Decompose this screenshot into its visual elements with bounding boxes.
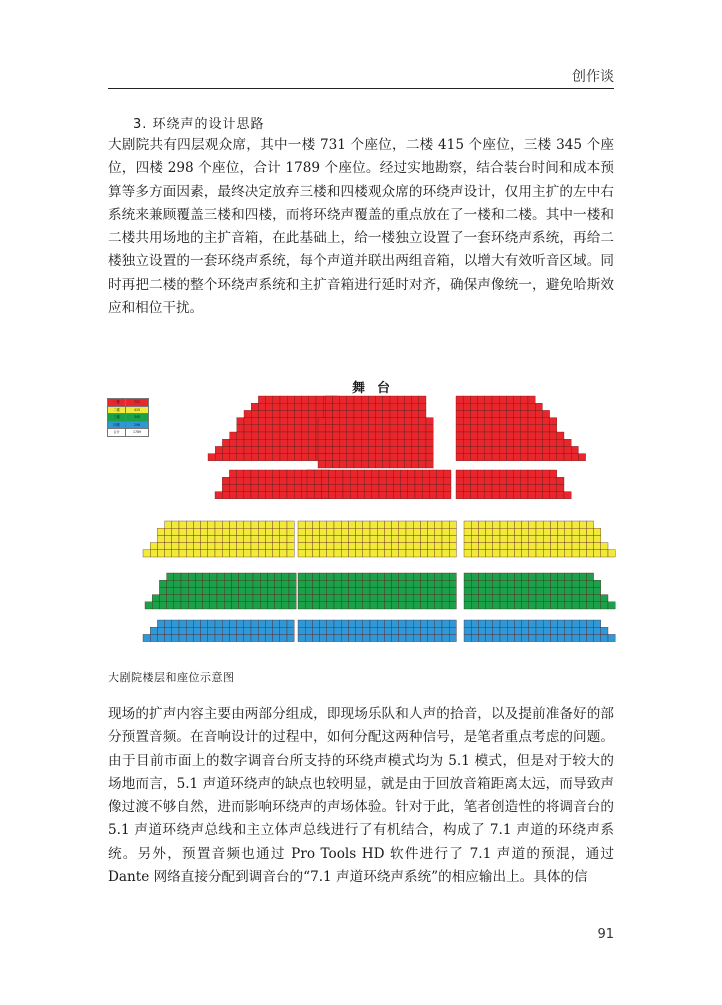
floor4-left-section bbox=[143, 620, 294, 642]
body-paragraph-1: 大剧院共有四层观众席，其中一楼 731 个座位，二楼 415 个座位，三楼 345 个座位，四楼 298 个座位，合计 1789 个座位。经过实地勘察，结合装台时间和成本预算等多方面因素，最终决定放弃三楼和四楼观众席的环绕声设计，仅用主扩的左中右系统来兼顾覆盖三楼和四楼，而将环绕声覆盖的重点放在了一楼和二楼。其中一楼和二楼共用场地的主扩音箱，在此基础上，给一楼独立设置了一套环绕声系统，再给二楼独立设置的一套环绕声系统，每个声道并联出两组音箱，以增大有效听音区域。同时再把二楼的整个环绕声系统和主扩音箱进行延时对齐，确保声像统一，避免哈斯效应和相位干扰。 bbox=[108, 137, 614, 317]
floor3-left-section bbox=[145, 573, 296, 609]
floor1-right-rear bbox=[456, 470, 571, 499]
running-header-title: 创作谈 bbox=[572, 69, 614, 85]
page-number: 91 bbox=[597, 927, 614, 942]
floor3-center-section bbox=[298, 573, 456, 609]
floor2-left-section bbox=[143, 521, 294, 557]
legend-key: 三楼 bbox=[108, 414, 126, 421]
section-heading: 3. 环绕声的设计思路 bbox=[133, 117, 265, 132]
floor2-center-section bbox=[298, 521, 456, 557]
legend-key: 一楼 bbox=[108, 399, 126, 406]
figure-caption: 大剧院楼层和座位示意图 bbox=[108, 671, 235, 684]
floor4-center-section bbox=[298, 620, 456, 642]
floor3-right-section bbox=[464, 573, 615, 609]
legend-key: 四楼 bbox=[108, 422, 126, 429]
legend-value: 415 bbox=[133, 407, 141, 412]
body-paragraph-2: 现场的扩声内容主要由两部分组成，即现场乐队和人声的拾音，以及提前准备好的部分预置音频。在音响设计的过程中，如何分配这两种信号，是笔者重点考虑的问题。由于目前市面上的数字调音台所支持的环绕声模式均为 5.1 模式，但是对于较大的场地而言，5.1 声道环绕声的缺点也较明显，就是由于回放音箱距离太远，而导致声像过渡不够自然，进而影响环绕声的声场体验。针对于此，笔者创造性的将调音台的 5.1 声道环绕声总线和主立体声总线进行了有机结合，构成了 7.1 声道的环绕声系统。另外，预置音频也通过 Pro Tools HD 软件进行了 7.1 声道的预混，通过 Dante 网络直接分配到调音台的“7.1 声道环绕声系统”的相应输出上。具体的信 bbox=[108, 706, 614, 886]
legend-value: 298 bbox=[133, 422, 141, 427]
stage-label: 舞台 bbox=[352, 381, 403, 396]
legend-value: 731 bbox=[133, 400, 141, 404]
floor1-right-section bbox=[456, 396, 586, 461]
floor2-right-section bbox=[464, 521, 615, 557]
floor1-center-section bbox=[318, 396, 433, 468]
legend-value: 1789 bbox=[132, 430, 142, 434]
floor1-center-rear bbox=[307, 470, 451, 499]
seating-chart bbox=[140, 393, 616, 648]
header-rule bbox=[108, 88, 614, 89]
legend-key: 合计 bbox=[108, 429, 126, 436]
legend-value: 345 bbox=[133, 415, 141, 419]
floor4-right-section bbox=[464, 620, 615, 642]
legend-key: 二楼 bbox=[108, 407, 126, 414]
